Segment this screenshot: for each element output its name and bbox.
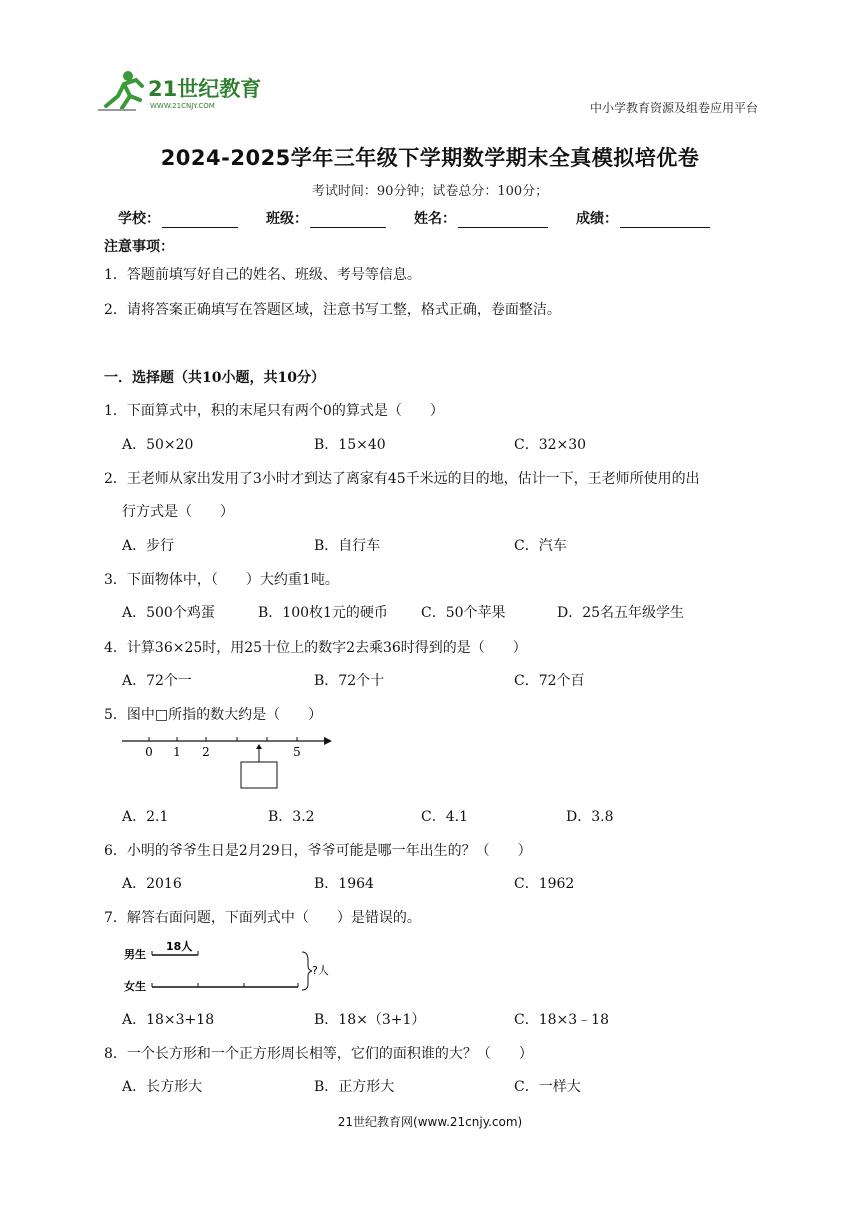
note-item: 2．请将答案正确填写在答题区域，注意书写工整，格式正确，卷面整洁。 <box>104 302 561 318</box>
option-c[interactable]: C．72个百 <box>514 673 585 689</box>
platform-label: 中小学教育资源及组卷应用平台 <box>589 101 758 115</box>
option-a[interactable]: A．2016 <box>122 876 182 892</box>
option-b[interactable]: B．18×（3+1） <box>314 1012 426 1028</box>
svg-text:女生: 女生 <box>124 980 146 993</box>
option-a[interactable]: A．500个鸡蛋 <box>122 605 215 621</box>
svg-text:18人: 18人 <box>166 940 193 953</box>
option-a[interactable]: A．步行 <box>122 538 175 554</box>
option-c[interactable]: C．32×30 <box>514 437 587 453</box>
notes-heading: 注意事项： <box>104 239 174 255</box>
page-title: 2024-2025学年三年级下学期数学期末全真模拟培优卷 <box>160 146 700 170</box>
option-a[interactable]: A．长方形大 <box>122 1079 203 1095</box>
question-1: 1．下面算式中，积的末尾只有两个0的算式是（ ） <box>104 403 444 419</box>
svg-text:21世纪教育: 21世纪教育 <box>148 77 262 101</box>
option-b[interactable]: B．72个十 <box>314 673 385 689</box>
option-d[interactable]: D．25名五年级学生 <box>557 605 685 621</box>
section-heading: 一．选择题（共10小题，共10分） <box>104 370 325 386</box>
note-item: 1．答题前填写好自己的姓名、班级、考号等信息。 <box>104 267 421 283</box>
runner-icon <box>98 71 142 110</box>
question-3: 3．下面物体中，（ ）大约重1吨。 <box>104 572 339 588</box>
svg-text:0: 0 <box>145 745 153 759</box>
option-c[interactable]: C．50个苹果 <box>421 605 506 621</box>
class-field[interactable]: 班级： <box>266 208 386 228</box>
option-c[interactable]: C．汽车 <box>514 538 567 554</box>
question-2: 2．王老师从家出发用了3小时才到达了离家有45千米远的目的地，估计一下，王老师所使用的出 <box>104 471 700 487</box>
question-2-cont: 行方式是（ ） <box>122 504 234 520</box>
question-8: 8．一个长方形和一个正方形周长相等，它们的面积谁的大？（ ） <box>104 1046 533 1062</box>
option-b[interactable]: B．15×40 <box>314 437 386 453</box>
svg-text:?人: ?人 <box>312 964 329 977</box>
svg-text:2: 2 <box>202 745 210 759</box>
option-b[interactable]: B．正方形大 <box>314 1079 395 1095</box>
student-info-row <box>118 208 738 228</box>
svg-text:5: 5 <box>293 745 301 759</box>
option-c[interactable]: C．一样大 <box>514 1079 581 1095</box>
svg-text:男生: 男生 <box>124 948 146 961</box>
svg-text:WWW.21CNJY.COM: WWW.21CNJY.COM <box>150 102 215 110</box>
question-4: 4．计算36×25时，用25十位上的数字2去乘36时得到的是（ ） <box>104 640 527 656</box>
option-a[interactable]: A．2.1 <box>122 809 169 825</box>
question-5: 5．图中□所指的数大约是（ ） <box>104 707 323 723</box>
option-b[interactable]: B．自行车 <box>314 538 381 554</box>
option-b[interactable]: B．100枚1元的硬币 <box>258 605 388 621</box>
option-a[interactable]: A．50×20 <box>122 437 194 453</box>
question-7: 7．解答右面问题，下面列式中（ ）是错误的。 <box>104 910 421 926</box>
option-d[interactable]: D．3.8 <box>566 809 614 825</box>
page-footer: 21世纪教育网(www.21cnjy.com) <box>337 1115 523 1129</box>
score-field[interactable]: 成绩： <box>576 208 710 228</box>
number-line-figure <box>118 734 338 798</box>
option-b[interactable]: B．3.2 <box>268 809 315 825</box>
svg-text:1: 1 <box>173 745 181 759</box>
segment-diagram <box>120 938 340 1000</box>
exam-subtitle: 考试时间：90分钟；试卷总分：100分； <box>311 184 549 199</box>
option-a[interactable]: A．72个一 <box>122 673 192 689</box>
option-c[interactable]: C．4.1 <box>421 809 468 825</box>
option-a[interactable]: A．18×3+18 <box>122 1012 215 1028</box>
question-6: 6．小明的爷爷生日是2月29日，爷爷可能是哪一年出生的？（ ） <box>104 843 532 859</box>
option-c[interactable]: C．18×3﹣18 <box>514 1012 609 1028</box>
site-logo <box>96 66 266 116</box>
option-c[interactable]: C．1962 <box>514 876 575 892</box>
school-field[interactable]: 学校： <box>118 208 238 228</box>
name-field[interactable]: 姓名： <box>414 208 548 228</box>
option-b[interactable]: B．1964 <box>314 876 374 892</box>
